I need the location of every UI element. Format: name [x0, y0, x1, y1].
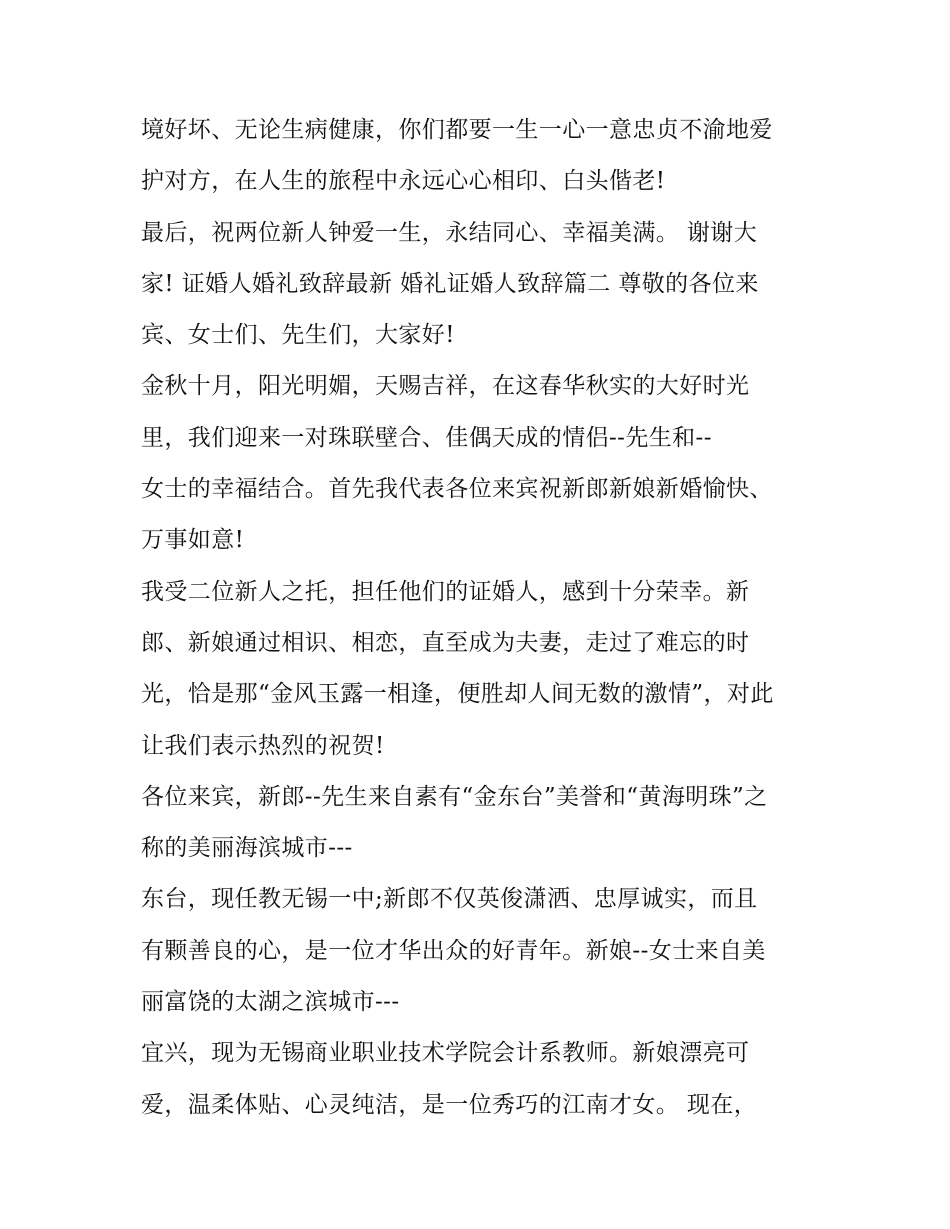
text-line: 万事如意! [141, 527, 245, 554]
text-line: 护对方，在人生的旅程中永远心心相印、白头偕老! [141, 168, 666, 195]
text-line: 境好坏、无论生病健康，你们都要一生一心一意忠贞不渝地爱 [141, 117, 773, 143]
text-line: 丽富饶的太湖之滨城市--- [141, 989, 400, 1016]
text-line: 有颗善良的心，是一位才华出众的好青年。新娘--女士来自美 [141, 937, 766, 964]
text-line: 金秋十月，阳光明媚，天赐吉祥，在这春华秋实的大好时光 [141, 373, 750, 400]
text-line: 爱，温柔体贴、心灵纯洁，是一位秀巧的江南才女。 现在， [141, 1091, 758, 1118]
text-line: 女士的幸福结合。首先我代表各位来宾祝新郎新娘新婚愉快、 [141, 476, 773, 503]
text-line: 最后，祝两位新人钟爱一生，永结同心、幸福美满。 谢谢大 [141, 219, 758, 246]
text-line: 我受二位新人之托，担任他们的证婚人，感到十分荣幸。新 [141, 578, 750, 605]
text-line: 光，恰是那“金风玉露一相逢，便胜却人间无数的激情”，对此 [141, 681, 774, 708]
text-line: 郎、新娘通过相识、相恋，直至成为夫妻，走过了难忘的时 [141, 629, 750, 656]
text-line: 宜兴，现为无锡商业职业技术学院会计系教师。新娘漂亮可 [141, 1040, 750, 1067]
text-line: 家! 证婚人婚礼致辞最新 婚礼证婚人致辞篇二 尊敬的各位来 [141, 270, 759, 297]
text-line: 里，我们迎来一对珠联壁合、佳偶天成的情侣--先生和-- [141, 424, 712, 451]
text-line: 各位来宾，新郎--先生来自素有“金东台”美誉和“黄海明珠”之 [141, 783, 768, 810]
text-line: 东台，现任教无锡一中;新郎不仅英俊潇洒、忠厚诚实，而且 [141, 886, 758, 913]
text-line: 称的美丽海滨城市--- [141, 835, 353, 862]
text-line: 宾、女士们、先生们，大家好! [141, 322, 455, 349]
body-text [141, 105, 831, 1131]
text-line: 让我们表示热烈的祝贺! [141, 732, 385, 759]
